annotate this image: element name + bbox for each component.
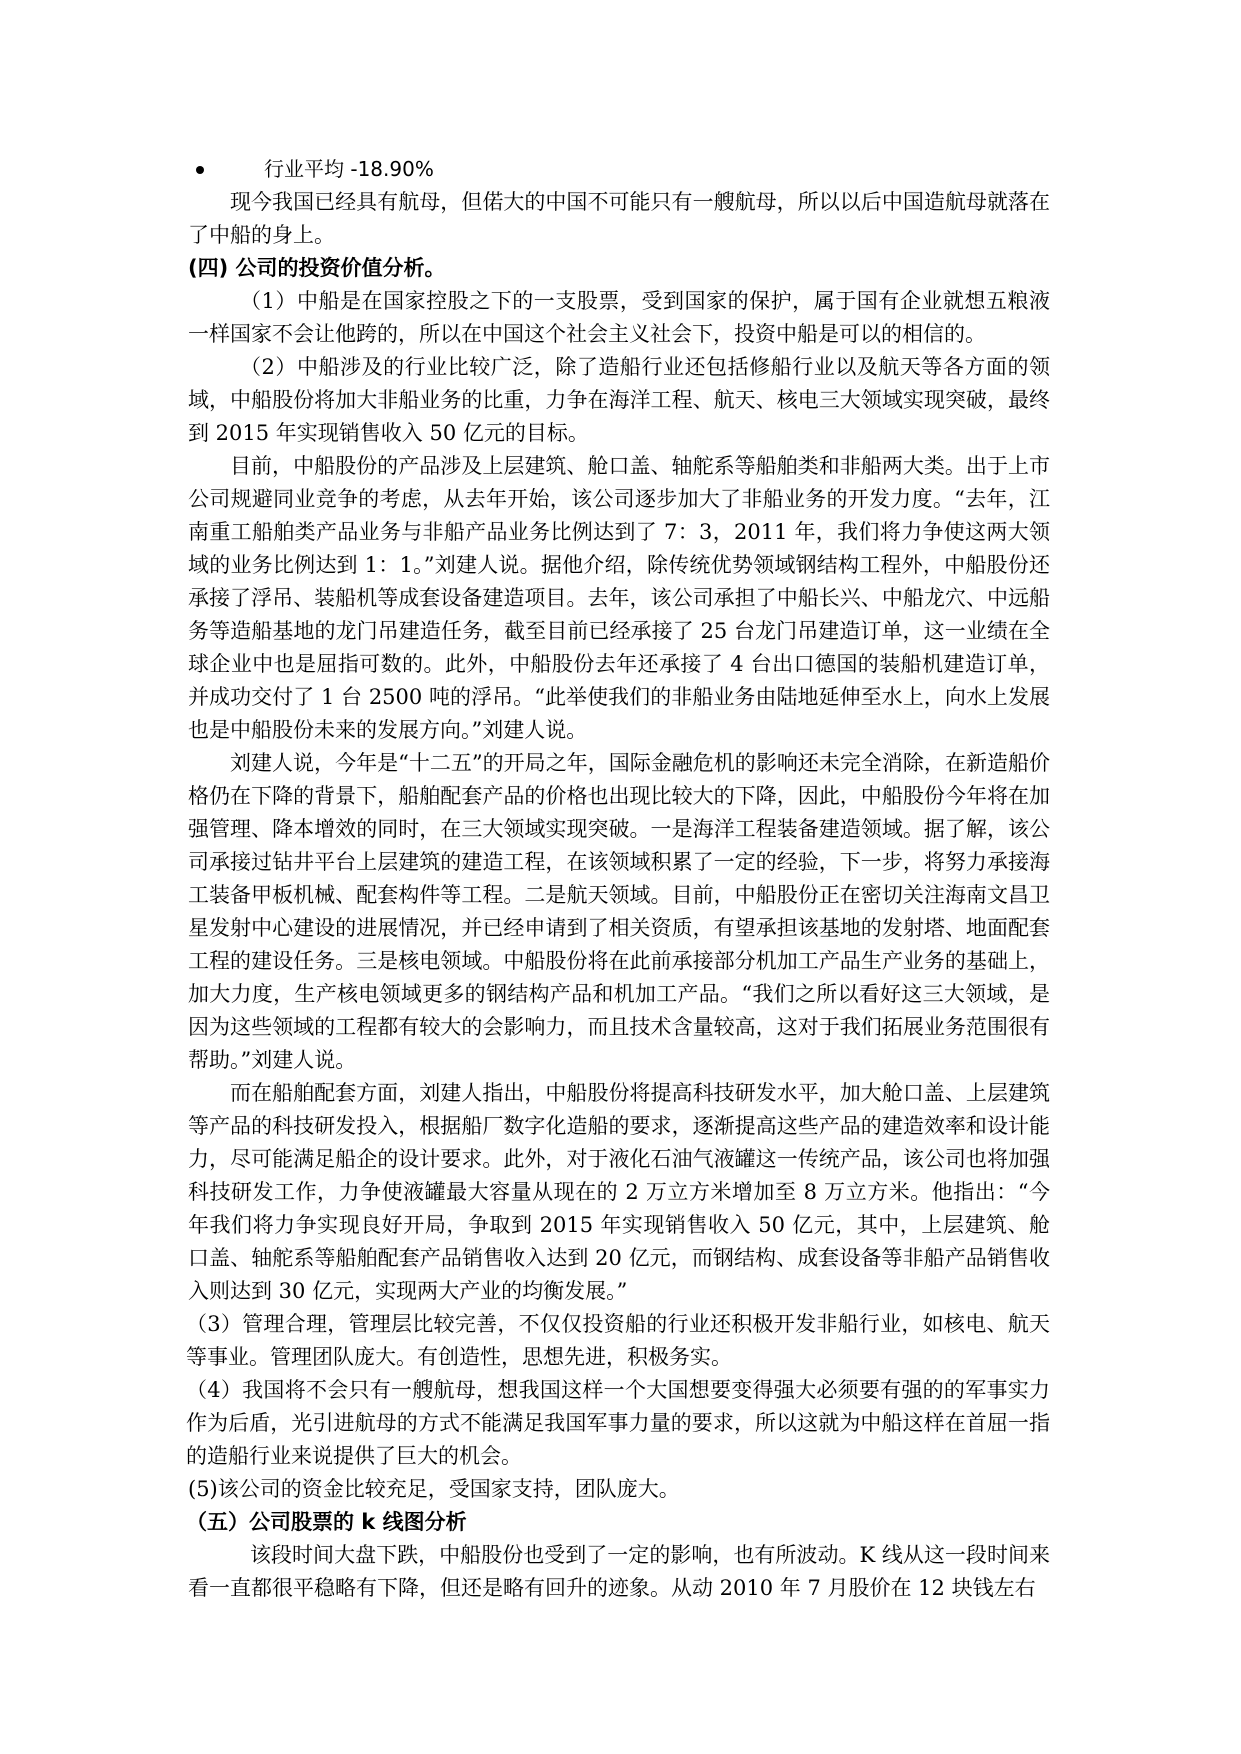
paragraph-current-products: 目前，中船股份的产品涉及上层建筑、舱口盖、轴舵系等船舶类和非船两大类。出于上市公司规避同业竞争的考虑，从去年开始，该公司逐步加大了非船业务的开发力度。“去年，江南重工船舶类产品业务与非船产品业务比例达到了 7：3，2011 年，我们将力争使这两大领域的业务比例达到 1：1。”刘建人说。据他介绍，除传统优势领域钢结构工程外，中船股份还承接了浮吊、装船机等成套设备建造项目。去年，该公司承担了中船长兴、中船龙穴、中远船务等造船基地的龙门吊建造任务，截至目前已经承接了 25 台龙门吊建造订单，这一业绩在全球企业中也是屈指可数的。此外，中船股份去年还承接了 4 台出口德国的装船机建造订单，并成功交付了 1 台 2500 吨的浮吊。“此举使我们的非船业务由陆地延伸至水上，向水上发展也是中船股份未来的发展方向。”刘建人说。 [188, 454, 1050, 742]
heading-k-line-analysis: （五）公司股票的 k 线图分析 [186, 1510, 467, 1534]
paragraph-aircraft-carrier: 现今我国已经具有航母，但偌大的中国不可能只有一艘航母，所以以后中国造航母就落在了中船的身上。 [188, 190, 1050, 247]
paragraph-item-1: （1）中船是在国家控股之下的一支股票，受到国家的保护，属于国有企业就想五粮液一样国家不会让他跨的，所以在中国这个社会主义社会下，投资中船是可以的相信的。 [188, 289, 1050, 346]
bullet-icon [196, 166, 204, 174]
paragraph-item-2: （2）中船涉及的行业比较广泛，除了造船行业还包括修船行业以及航天等各方面的领域，中船股份将加大非船业务的比重，力争在海洋工程、航天、核电三大领域实现突破，最终到 2015 年实现销售收入 50 亿元的目标。 [188, 355, 1050, 445]
document-body [188, 153, 1050, 1605]
heading-investment-value: (四) 公司的投资价值分析。 [188, 256, 446, 280]
paragraph-item-5: (5)该公司的资金比较充足，受国家支持，团队庞大。 [188, 1477, 680, 1501]
paragraph-k-line: 该段时间大盘下跌，中船股份也受到了一定的影响，也有所波动。K 线从这一段时间来看一直都很平稳略有下降，但还是略有回升的迹象。从动 2010 年 7 月股价在 12 块钱左右 [188, 1543, 1050, 1600]
paragraph-item-3: （3）管理合理，管理层比较完善，不仅仅投资船的行业还积极开发非船行业，如核电、航天等事业。管理团队庞大。有创造性，思想先进，积极务实。 [186, 1312, 1050, 1369]
bullet-item [188, 153, 1050, 186]
paragraph-item-4: （4）我国将不会只有一艘航母，想我国这样一个大国想要变得强大必须要有强的的军事实力作为后盾，光引进航母的方式不能满足我国军事力量的要求，所以这就为中船这样在首屈一指的造船行业来说提供了巨大的机会。 [186, 1378, 1050, 1468]
paragraph-liu-jianren: 刘建人说，今年是“十二五”的开局之年，国际金融危机的影响还未完全消除，在新造船价格仍在下降的背景下，船舶配套产品的价格也出现比较大的下降，因此，中船股份今年将在加强管理、降本增效的同时，在三大领域实现突破。一是海洋工程装备建造领域。据了解，该公司承接过钻井平台上层建筑的建造工程，在该领域积累了一定的经验，下一步，将努力承接海工装备甲板机械、配套构件等工程。二是航天领域。目前，中船股份正在密切关注海南文昌卫星发射中心建设的进展情况，并已经申请到了相关资质，有望承担该基地的发射塔、地面配套工程的建设任务。三是核电领域。中船股份将在此前承接部分机加工产品生产业务的基础上，加大力度，生产核电领域更多的钢结构产品和机加工产品。“我们之所以看好这三大领域，是因为这些领域的工程都有较大的会影响力，而且技术含量较高，这对于我们拓展业务范围很有帮助。”刘建人说。 [188, 751, 1050, 1072]
paragraph-marine-supporting: 而在船舶配套方面，刘建人指出，中船股份将提高科技研发水平，加大舱口盖、上层建筑等产品的科技研发投入，根据船厂数字化造船的要求，逐渐提高这些产品的建造效率和设计能力，尽可能满足船企的设计要求。此外，对于液化石油气液罐这一传统产品，该公司也将加强科技研发工作，力争使液罐最大容量从现在的 2 万立方米增加至 8 万立方米。他指出：“今年我们将力争实现良好开局，争取到 2015 年实现销售收入 50 亿元，其中，上层建筑、舱口盖、轴舵系等船舶配套产品销售收入达到 20 亿元，而钢结构、成套设备等非船产品销售收入则达到 30 亿元，实现两大产业的均衡发展。” [188, 1081, 1050, 1303]
bullet-text: 行业平均 -18.90% [264, 157, 434, 181]
